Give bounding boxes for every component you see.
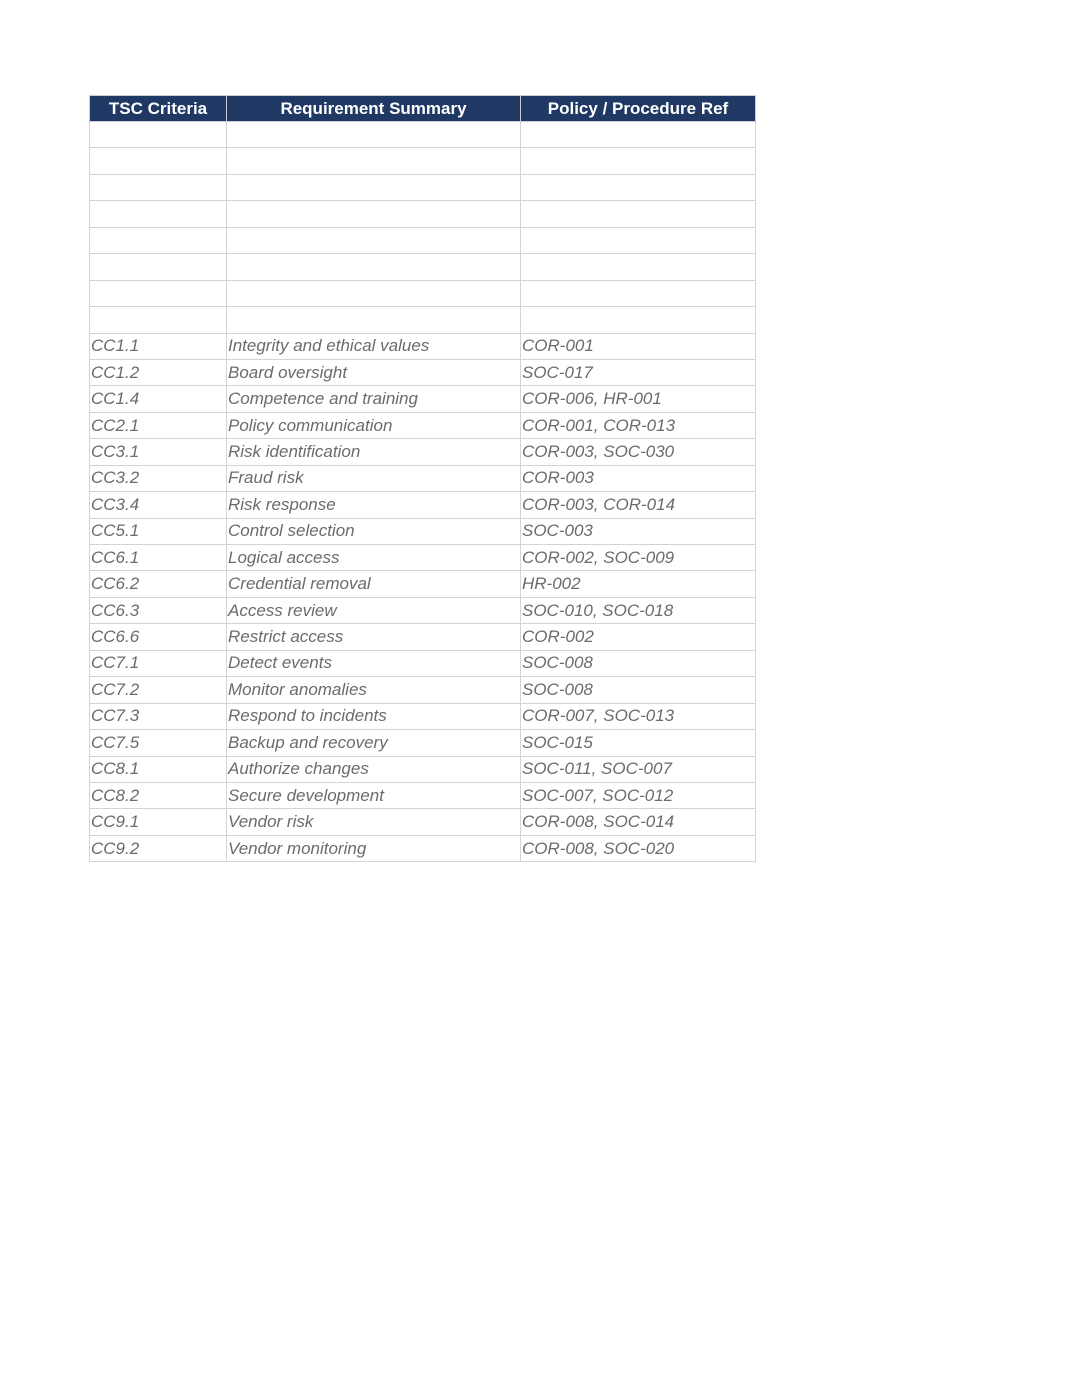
cell-tsc-criteria[interactable]: CC8.1 xyxy=(90,756,227,782)
table-row xyxy=(90,571,756,597)
cell-policy-ref[interactable]: SOC-008 xyxy=(521,677,756,703)
table-row xyxy=(90,782,756,808)
cell-tsc-criteria[interactable]: CC9.2 xyxy=(90,835,227,861)
empty-row xyxy=(90,174,756,200)
cell-policy-ref[interactable]: COR-003 xyxy=(521,465,756,491)
cell-tsc-criteria[interactable]: CC7.1 xyxy=(90,650,227,676)
cell-requirement-summary[interactable]: Monitor anomalies xyxy=(227,677,521,703)
empty-cell[interactable] xyxy=(521,227,756,253)
table-row xyxy=(90,650,756,676)
empty-cell[interactable] xyxy=(521,307,756,333)
cell-tsc-criteria[interactable]: CC7.5 xyxy=(90,730,227,756)
header-requirement-summary: Requirement Summary xyxy=(227,96,521,122)
cell-requirement-summary[interactable]: Logical access xyxy=(227,545,521,571)
cell-policy-ref[interactable]: COR-001, COR-013 xyxy=(521,412,756,438)
cell-tsc-criteria[interactable]: CC7.3 xyxy=(90,703,227,729)
cell-tsc-criteria[interactable]: CC3.2 xyxy=(90,465,227,491)
cell-tsc-criteria[interactable]: CC7.2 xyxy=(90,677,227,703)
cell-requirement-summary[interactable]: Risk identification xyxy=(227,439,521,465)
empty-row xyxy=(90,227,756,253)
table-row xyxy=(90,412,756,438)
empty-cell[interactable] xyxy=(521,254,756,280)
cell-tsc-criteria[interactable]: CC6.6 xyxy=(90,624,227,650)
cell-tsc-criteria[interactable]: CC5.1 xyxy=(90,518,227,544)
cell-requirement-summary[interactable]: Respond to incidents xyxy=(227,703,521,729)
header-policy-procedure-ref: Policy / Procedure Ref xyxy=(521,96,756,122)
table-row xyxy=(90,677,756,703)
cell-requirement-summary[interactable]: Detect events xyxy=(227,650,521,676)
cell-tsc-criteria[interactable]: CC1.2 xyxy=(90,359,227,385)
table-row xyxy=(90,624,756,650)
cell-requirement-summary[interactable]: Access review xyxy=(227,597,521,623)
cell-tsc-criteria[interactable]: CC1.1 xyxy=(90,333,227,359)
empty-row xyxy=(90,122,756,148)
cell-tsc-criteria[interactable]: CC3.1 xyxy=(90,439,227,465)
empty-cell[interactable] xyxy=(227,227,521,253)
empty-cell[interactable] xyxy=(90,148,227,174)
cell-policy-ref[interactable]: COR-008, SOC-020 xyxy=(521,835,756,861)
empty-cell[interactable] xyxy=(227,201,521,227)
table-row xyxy=(90,518,756,544)
empty-cell[interactable] xyxy=(521,201,756,227)
empty-cell[interactable] xyxy=(227,254,521,280)
empty-cell[interactable] xyxy=(521,148,756,174)
cell-requirement-summary[interactable]: Credential removal xyxy=(227,571,521,597)
empty-cell[interactable] xyxy=(227,148,521,174)
cell-tsc-criteria[interactable]: CC6.2 xyxy=(90,571,227,597)
empty-cell[interactable] xyxy=(90,174,227,200)
cell-requirement-summary[interactable]: Risk response xyxy=(227,492,521,518)
cell-policy-ref[interactable]: COR-002 xyxy=(521,624,756,650)
empty-row xyxy=(90,307,756,333)
table-row xyxy=(90,439,756,465)
cell-requirement-summary[interactable]: Restrict access xyxy=(227,624,521,650)
cell-policy-ref[interactable]: COR-003, COR-014 xyxy=(521,492,756,518)
cell-requirement-summary[interactable]: Board oversight xyxy=(227,359,521,385)
cell-policy-ref[interactable]: COR-001 xyxy=(521,333,756,359)
table-row xyxy=(90,809,756,835)
cell-requirement-summary[interactable]: Control selection xyxy=(227,518,521,544)
table-row xyxy=(90,703,756,729)
table-row xyxy=(90,333,756,359)
cell-requirement-summary[interactable]: Policy communication xyxy=(227,412,521,438)
empty-cell[interactable] xyxy=(90,254,227,280)
empty-cell[interactable] xyxy=(90,307,227,333)
table-row xyxy=(90,492,756,518)
empty-cell[interactable] xyxy=(227,122,521,148)
empty-row xyxy=(90,148,756,174)
cell-policy-ref[interactable]: SOC-015 xyxy=(521,730,756,756)
cell-policy-ref[interactable]: SOC-011, SOC-007 xyxy=(521,756,756,782)
table-row xyxy=(90,835,756,861)
empty-cell[interactable] xyxy=(521,122,756,148)
cell-requirement-summary[interactable]: Fraud risk xyxy=(227,465,521,491)
cell-tsc-criteria[interactable]: CC8.2 xyxy=(90,782,227,808)
empty-cell[interactable] xyxy=(521,174,756,200)
cell-requirement-summary[interactable]: Competence and training xyxy=(227,386,521,412)
table-row xyxy=(90,545,756,571)
table-row xyxy=(90,756,756,782)
cell-policy-ref[interactable]: COR-003, SOC-030 xyxy=(521,439,756,465)
cell-policy-ref[interactable]: SOC-007, SOC-012 xyxy=(521,782,756,808)
empty-row xyxy=(90,280,756,306)
cell-tsc-criteria[interactable]: CC6.3 xyxy=(90,597,227,623)
table-row xyxy=(90,359,756,385)
cell-requirement-summary[interactable]: Authorize changes xyxy=(227,756,521,782)
empty-cell[interactable] xyxy=(227,307,521,333)
tsc-mapping-table xyxy=(89,95,756,862)
cell-policy-ref[interactable]: COR-007, SOC-013 xyxy=(521,703,756,729)
table-body xyxy=(90,122,756,862)
cell-requirement-summary[interactable]: Secure development xyxy=(227,782,521,808)
empty-cell[interactable] xyxy=(227,280,521,306)
table-row xyxy=(90,386,756,412)
table-row xyxy=(90,730,756,756)
cell-policy-ref[interactable]: COR-006, HR-001 xyxy=(521,386,756,412)
empty-cell[interactable] xyxy=(90,122,227,148)
cell-requirement-summary[interactable]: Integrity and ethical values xyxy=(227,333,521,359)
empty-row xyxy=(90,254,756,280)
cell-requirement-summary[interactable]: Backup and recovery xyxy=(227,730,521,756)
empty-row xyxy=(90,201,756,227)
cell-tsc-criteria[interactable]: CC3.4 xyxy=(90,492,227,518)
cell-tsc-criteria[interactable]: CC9.1 xyxy=(90,809,227,835)
table-row xyxy=(90,465,756,491)
cell-policy-ref[interactable]: SOC-017 xyxy=(521,359,756,385)
cell-policy-ref[interactable]: SOC-008 xyxy=(521,650,756,676)
cell-policy-ref[interactable]: COR-008, SOC-014 xyxy=(521,809,756,835)
empty-cell[interactable] xyxy=(521,280,756,306)
header-tsc-criteria: TSC Criteria xyxy=(90,96,227,122)
cell-tsc-criteria[interactable]: CC2.1 xyxy=(90,412,227,438)
empty-cell[interactable] xyxy=(90,227,227,253)
cell-requirement-summary[interactable]: Vendor risk xyxy=(227,809,521,835)
cell-policy-ref[interactable]: COR-002, SOC-009 xyxy=(521,545,756,571)
cell-tsc-criteria[interactable]: CC6.1 xyxy=(90,545,227,571)
cell-policy-ref[interactable]: SOC-003 xyxy=(521,518,756,544)
cell-requirement-summary[interactable]: Vendor monitoring xyxy=(227,835,521,861)
empty-cell[interactable] xyxy=(227,174,521,200)
cell-tsc-criteria[interactable]: CC1.4 xyxy=(90,386,227,412)
cell-policy-ref[interactable]: SOC-010, SOC-018 xyxy=(521,597,756,623)
header-row xyxy=(90,96,756,122)
table-row xyxy=(90,597,756,623)
empty-cell[interactable] xyxy=(90,201,227,227)
empty-cell[interactable] xyxy=(90,280,227,306)
cell-policy-ref[interactable]: HR-002 xyxy=(521,571,756,597)
